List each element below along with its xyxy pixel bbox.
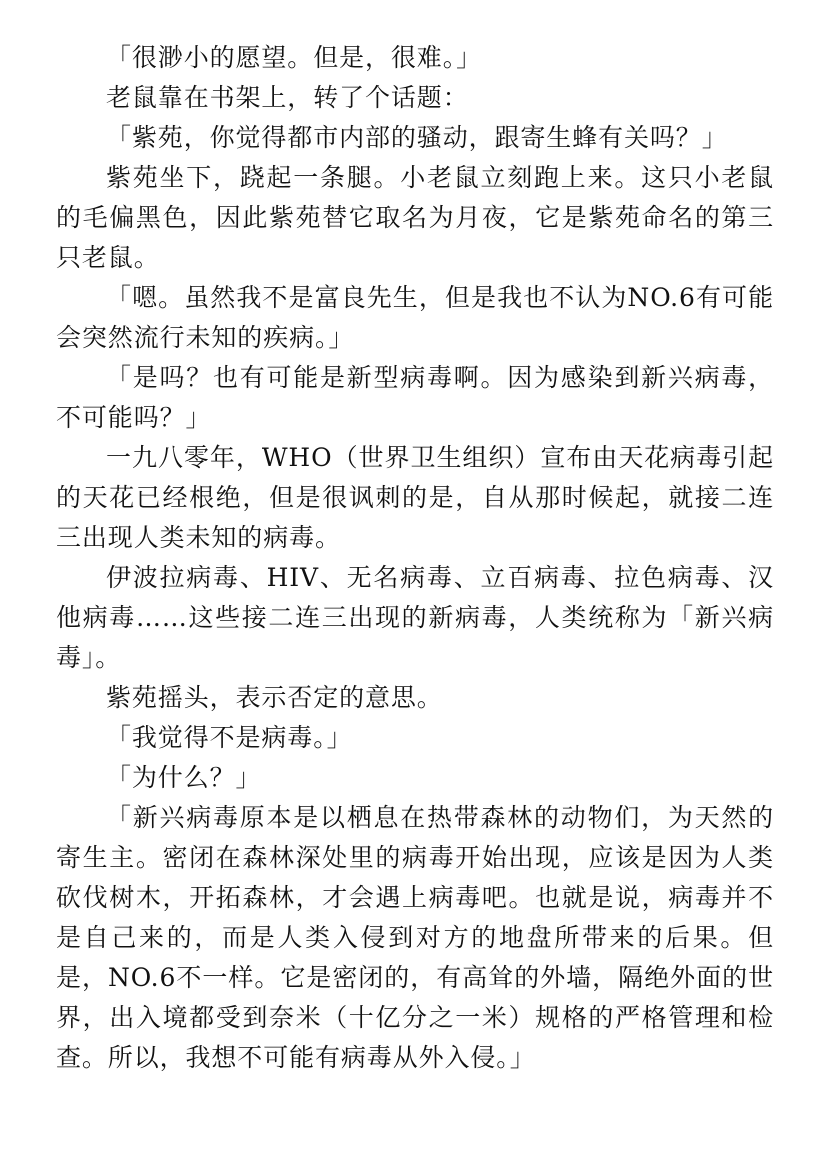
paragraph: 「紫苑，你觉得都市内部的骚动，跟寄生蜂有关吗？」 <box>106 123 728 152</box>
paragraph: 紫苑坐下，跷起一条腿。小老鼠立刻跑上来。这只小老鼠的毛偏黑色，因此紫苑替它取名为月夜，它是紫苑命名的第三只老鼠。 <box>56 163 774 272</box>
paragraph: 「我觉得不是病毒。」 <box>106 723 353 752</box>
paragraph: 「很渺小的愿望。但是，很难。」 <box>106 43 483 72</box>
paragraph: 伊波拉病毒、HIV、无名病毒、立百病毒、拉色病毒、汉他病毒……这些接二连三出现的新病毒，人类统称为「新兴病毒」。 <box>56 563 774 672</box>
paragraph: 老鼠靠在书架上，转了个话题： <box>106 83 469 112</box>
paragraph: 紫苑摇头，表示否定的意思。 <box>106 683 443 712</box>
paragraph: 一九八零年，WHO（世界卫生组织）宣布由天花病毒引起的天花已经根绝，但是很讽刺的是，自从那时候起，就接二连三出现人类未知的病毒。 <box>56 443 774 552</box>
paragraph: 「是吗？也有可能是新型病毒啊。因为感染到新兴病毒，不可能吗？」 <box>56 363 774 432</box>
paragraph: 「为什么？」 <box>106 763 262 792</box>
paragraph: 「新兴病毒原本是以栖息在热带森林的动物们，为天然的寄生主。密闭在森林深处里的病毒开始出现，应该是因为人类砍伐树木，开拓森林，才会遇上病毒吧。也就是说，病毒并不是自己来的，而是人类入侵到对方的地盘所带来的后果。但是，NO.6不一样。它是密闭的，有高耸的外墙，隔绝外面的世界，出入境都受到奈米（十亿分之一米）规格的严格管理和检查。所以，我想不可能有病毒从外入侵。」 <box>56 803 774 1072</box>
document-page <box>56 38 774 1078</box>
paragraph: 「嗯。虽然我不是富良先生，但是我也不认为NO.6有可能会突然流行未知的疾病。」 <box>56 283 774 352</box>
